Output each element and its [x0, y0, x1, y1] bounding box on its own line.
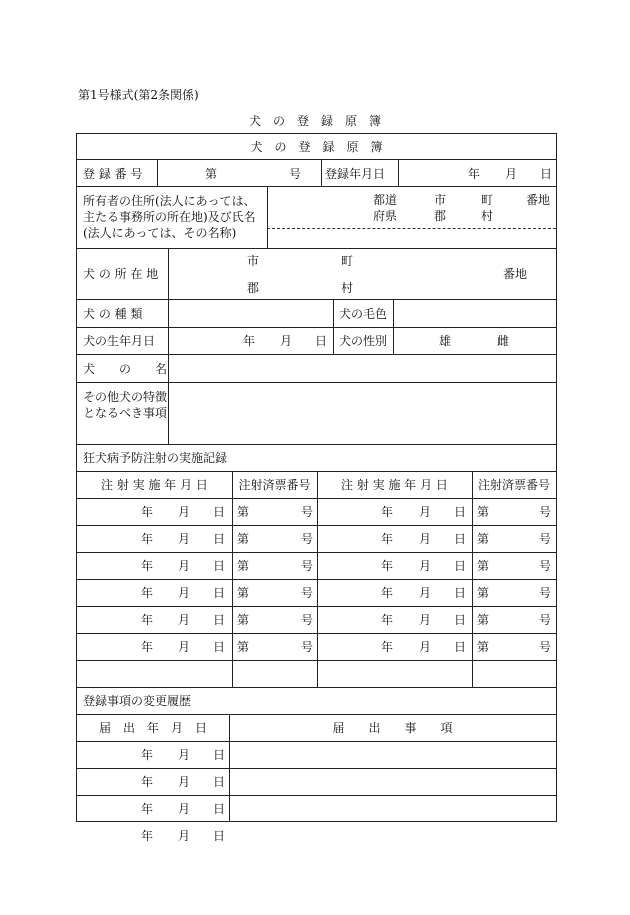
history-items-header: 届 出 事 項 [332, 721, 453, 735]
dog-location-label: 犬 の 所 在 地 [83, 267, 159, 281]
injection-row-year: 年 [141, 559, 154, 573]
sex-label: 犬の性別 [339, 334, 388, 348]
registration-date-label: 登録年月日 [325, 167, 386, 181]
owner-addr-machi: 町 [481, 193, 494, 207]
registration-date-day: 日 [540, 167, 553, 181]
dog-name-label: 犬 の 名 [83, 362, 168, 376]
sex-male: 雄 [439, 334, 452, 348]
registration-number-label: 登 録 番 号 [83, 167, 143, 181]
injection-row-dai: 第 [237, 586, 250, 600]
injection-row-year: 年 [381, 559, 394, 573]
injection-row-day: 日 [213, 586, 226, 600]
injection-row-month: 月 [419, 586, 432, 600]
injection-row-go: 号 [301, 613, 314, 627]
injection-row-day: 日 [213, 613, 226, 627]
injection-row-dai: 第 [477, 559, 490, 573]
history-row-day: 日 [213, 802, 226, 816]
injection-row-go: 号 [539, 505, 552, 519]
history-section-title: 登録事項の変更履歴 [83, 694, 192, 708]
injection-row-dai: 第 [477, 613, 490, 627]
injection-row-year: 年 [141, 586, 154, 600]
injection-row-month: 月 [178, 586, 191, 600]
injection-row-go: 号 [539, 586, 552, 600]
injection-row-day: 日 [454, 505, 467, 519]
injection-row-go: 号 [301, 532, 314, 546]
dog-location-shi: 市 [247, 254, 260, 268]
form-number-label: 第1号様式(第2条関係) [78, 88, 199, 102]
injection-row-day: 日 [454, 559, 467, 573]
injection-row-day: 日 [454, 640, 467, 654]
injection-row-year: 年 [381, 532, 394, 546]
injection-row-dai: 第 [477, 505, 490, 519]
history-row-month: 月 [178, 802, 191, 816]
injection-date-header-right: 注 射 実 施 年 月 日 [341, 478, 448, 492]
birth-date-day: 日 [315, 334, 328, 348]
injection-row-month: 月 [419, 559, 432, 573]
history-row-month: 月 [178, 775, 191, 789]
history-row-year: 年 [141, 748, 154, 762]
injection-row-month: 月 [419, 640, 432, 654]
injection-row-month: 月 [419, 613, 432, 627]
owner-addr-gun: 郡 [434, 209, 447, 223]
injection-row-day: 日 [213, 532, 226, 546]
history-row-year: 年 [141, 802, 154, 816]
breed-label: 犬 の 種 類 [83, 307, 143, 321]
birth-date-label: 犬の生年月日 [83, 334, 156, 348]
injection-row-month: 月 [419, 532, 432, 546]
dog-location-machi: 町 [341, 254, 354, 268]
injection-row-go: 号 [301, 586, 314, 600]
injection-row-dai: 第 [237, 532, 250, 546]
dog-location-gun: 郡 [247, 281, 260, 295]
registration-number-go: 号 [289, 167, 302, 181]
injection-row-dai: 第 [237, 613, 250, 627]
injection-row-dai: 第 [477, 586, 490, 600]
injection-row-go: 号 [539, 613, 552, 627]
injection-row-dai: 第 [237, 505, 250, 519]
registration-ledger-table [76, 133, 557, 843]
history-row-month: 月 [178, 829, 191, 843]
injection-row-day: 日 [213, 559, 226, 573]
injection-row-month: 月 [178, 532, 191, 546]
registration-date-year: 年 [468, 167, 481, 181]
injection-row-month: 月 [178, 640, 191, 654]
history-row-day: 日 [213, 829, 226, 843]
owner-addr-fuken: 府県 [373, 209, 398, 223]
coat-color-label: 犬の毛色 [339, 307, 388, 321]
injection-row-go: 号 [301, 640, 314, 654]
registration-number-dai: 第 [205, 167, 218, 181]
owner-addr-banchi: 番地 [526, 193, 551, 207]
birth-date-year: 年 [243, 334, 256, 348]
injection-row-year: 年 [381, 640, 394, 654]
injection-row-month: 月 [178, 559, 191, 573]
injection-number-header-right: 注射済票番号 [477, 478, 550, 492]
injection-row-dai: 第 [237, 640, 250, 654]
injection-date-header-left: 注 射 実 施 年 月 日 [101, 478, 208, 492]
injection-row-day: 日 [213, 640, 226, 654]
injection-row-day: 日 [454, 586, 467, 600]
owner-addr-todo: 都道 [373, 193, 398, 207]
sex-female: 雌 [497, 334, 510, 348]
history-row-year: 年 [141, 829, 154, 843]
injection-row-year: 年 [381, 613, 394, 627]
injection-row-month: 月 [419, 505, 432, 519]
injection-row-dai: 第 [477, 532, 490, 546]
dog-location-mura: 村 [341, 281, 354, 295]
injection-row-year: 年 [141, 640, 154, 654]
document-title: 犬 の 登 録 原 簿 [248, 114, 381, 128]
other-features-label: その他犬の特徴となるべき事項 [83, 390, 168, 420]
history-row-day: 日 [213, 775, 226, 789]
injection-row-day: 日 [454, 613, 467, 627]
owner-addr-mura: 村 [481, 209, 494, 223]
injection-row-year: 年 [141, 532, 154, 546]
injection-row-month: 月 [178, 613, 191, 627]
injection-row-year: 年 [141, 613, 154, 627]
injection-row-go: 号 [539, 559, 552, 573]
injection-row-go: 号 [301, 559, 314, 573]
dog-location-banchi: 番地 [503, 267, 528, 281]
injection-row-go: 号 [539, 640, 552, 654]
injection-row-year: 年 [381, 586, 394, 600]
injection-row-day: 日 [213, 505, 226, 519]
injection-row-year: 年 [141, 505, 154, 519]
table-title: 犬 の 登 録 原 簿 [250, 140, 383, 154]
injection-row-month: 月 [178, 505, 191, 519]
owner-addr-shi: 市 [434, 193, 447, 207]
birth-date-month: 月 [280, 334, 293, 348]
injection-row-go: 号 [301, 505, 314, 519]
history-row-year: 年 [141, 775, 154, 789]
injection-row-year: 年 [381, 505, 394, 519]
history-row-day: 日 [213, 748, 226, 762]
injection-row-go: 号 [539, 532, 552, 546]
injection-number-header-left: 注射済票番号 [238, 478, 311, 492]
injection-row-day: 日 [454, 532, 467, 546]
history-date-header: 届 出 年 月 日 [98, 721, 207, 735]
injection-row-dai: 第 [477, 640, 490, 654]
owner-label: 所有者の住所(法人にあっては、主たる事務所の所在地)及び氏名(法人にあっては、その名称) [83, 194, 256, 240]
registration-date-month: 月 [505, 167, 518, 181]
history-row-month: 月 [178, 748, 191, 762]
rabies-section-title: 狂犬病予防注射の実施記録 [83, 451, 228, 465]
injection-row-dai: 第 [237, 559, 250, 573]
